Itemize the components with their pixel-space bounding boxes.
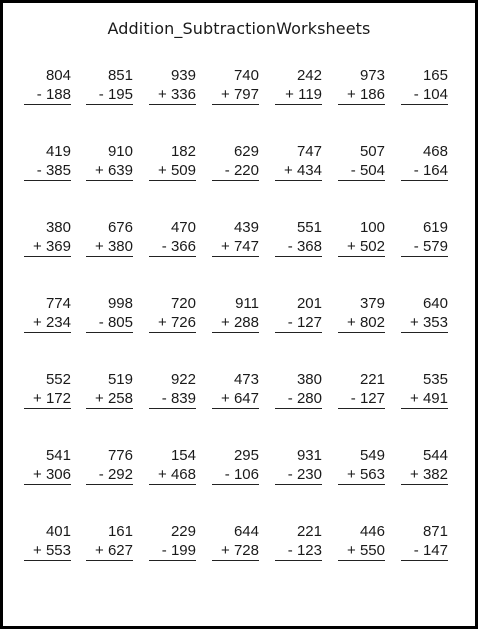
problem-operator-operand: + 802: [338, 313, 385, 333]
problem-operator-operand: - 106: [212, 465, 259, 485]
problem-top-number: 871: [422, 523, 448, 540]
problem-top-number: 182: [170, 143, 196, 160]
problem-operator-operand: - 123: [275, 541, 322, 561]
arithmetic-problem: [24, 294, 71, 333]
problem-top-number: 473: [233, 371, 259, 388]
problem-operator-operand: - 127: [275, 313, 322, 333]
problem-top-number: 910: [107, 143, 133, 160]
problem-top-number: 720: [170, 295, 196, 312]
arithmetic-problem: [149, 294, 196, 333]
arithmetic-problem: [86, 294, 133, 333]
problem-operator-operand: + 509: [149, 161, 196, 181]
problem-operator-operand: + 172: [24, 389, 71, 409]
arithmetic-problem: [338, 294, 385, 333]
worksheet-title: Addition_SubtractionWorksheets: [107, 19, 371, 38]
problem-top-number: 747: [296, 143, 322, 160]
problem-top-number: 804: [45, 67, 71, 84]
problem-top-number: 776: [107, 447, 133, 464]
arithmetic-problem: [338, 370, 385, 409]
problem-operator-operand: - 230: [275, 465, 322, 485]
problem-top-number: 242: [296, 67, 322, 84]
problem-top-number: 931: [296, 447, 322, 464]
problem-operator-operand: + 550: [338, 541, 385, 561]
problem-operator-operand: - 839: [149, 389, 196, 409]
arithmetic-problem: [212, 66, 259, 105]
problem-top-number: 544: [422, 447, 448, 464]
problem-top-number: 774: [45, 295, 71, 312]
arithmetic-problem: [24, 218, 71, 257]
arithmetic-problem: [24, 522, 71, 561]
arithmetic-problem: [275, 218, 322, 257]
problem-top-number: 911: [235, 295, 259, 312]
arithmetic-problem: [86, 142, 133, 181]
arithmetic-problem: [338, 446, 385, 485]
problem-operator-operand: + 258: [86, 389, 133, 409]
problem-top-number: 640: [422, 295, 448, 312]
arithmetic-problem: [86, 522, 133, 561]
problem-operator-operand: + 336: [149, 85, 196, 105]
problem-top-number: 446: [359, 523, 385, 540]
problem-operator-operand: - 805: [86, 313, 133, 333]
arithmetic-problem: [275, 522, 322, 561]
problem-operator-operand: + 747: [212, 237, 259, 257]
problem-operator-operand: + 639: [86, 161, 133, 181]
arithmetic-problem: [212, 142, 259, 181]
problem-operator-operand: + 797: [212, 85, 259, 105]
arithmetic-problem: [275, 370, 322, 409]
problem-operator-operand: + 434: [275, 161, 322, 181]
problem-operator-operand: - 188: [24, 85, 71, 105]
problem-operator-operand: - 199: [149, 541, 196, 561]
arithmetic-problem: [275, 66, 322, 105]
problem-top-number: 221: [359, 371, 385, 388]
arithmetic-problem: [338, 142, 385, 181]
problem-top-number: 519: [107, 371, 133, 388]
problem-top-number: 468: [422, 143, 448, 160]
problem-top-number: 541: [45, 447, 71, 464]
problem-top-number: 939: [170, 67, 196, 84]
arithmetic-problem: [275, 142, 322, 181]
problem-top-number: 619: [422, 219, 448, 236]
arithmetic-problem: [212, 218, 259, 257]
problem-operator-operand: + 468: [149, 465, 196, 485]
problem-operator-operand: + 726: [149, 313, 196, 333]
problem-top-number: 922: [170, 371, 196, 388]
problem-operator-operand: + 234: [24, 313, 71, 333]
arithmetic-problem: [401, 294, 448, 333]
problem-top-number: 380: [45, 219, 71, 236]
problem-operator-operand: - 385: [24, 161, 71, 181]
problem-top-number: 201: [296, 295, 322, 312]
problem-top-number: 295: [233, 447, 259, 464]
problem-top-number: 419: [45, 143, 71, 160]
arithmetic-problem: [86, 446, 133, 485]
problem-top-number: 379: [359, 295, 385, 312]
arithmetic-problem: [24, 142, 71, 181]
problem-top-number: 552: [45, 371, 71, 388]
arithmetic-problem: [401, 522, 448, 561]
arithmetic-problem: [86, 66, 133, 105]
problem-operator-operand: - 220: [212, 161, 259, 181]
problem-grid: [3, 3, 475, 626]
arithmetic-problem: [86, 218, 133, 257]
problem-operator-operand: + 728: [212, 541, 259, 561]
problem-operator-operand: + 288: [212, 313, 259, 333]
arithmetic-problem: [338, 218, 385, 257]
arithmetic-problem: [149, 142, 196, 181]
problem-operator-operand: - 127: [338, 389, 385, 409]
problem-top-number: 549: [359, 447, 385, 464]
problem-top-number: 740: [233, 67, 259, 84]
problem-top-number: 507: [359, 143, 385, 160]
problem-top-number: 676: [107, 219, 133, 236]
arithmetic-problem: [275, 294, 322, 333]
arithmetic-problem: [149, 446, 196, 485]
problem-operator-operand: + 647: [212, 389, 259, 409]
problem-operator-operand: + 369: [24, 237, 71, 257]
problem-top-number: 401: [45, 523, 71, 540]
arithmetic-problem: [149, 522, 196, 561]
problem-operator-operand: - 164: [401, 161, 448, 181]
problem-top-number: 998: [107, 295, 133, 312]
arithmetic-problem: [338, 522, 385, 561]
problem-operator-operand: - 368: [275, 237, 322, 257]
problem-operator-operand: + 553: [24, 541, 71, 561]
problem-operator-operand: - 104: [401, 85, 448, 105]
worksheet-page: [3, 3, 475, 626]
problem-top-number: 100: [359, 219, 385, 236]
problem-top-number: 229: [170, 523, 196, 540]
arithmetic-problem: [401, 142, 448, 181]
problem-operator-operand: - 366: [149, 237, 196, 257]
arithmetic-problem: [149, 370, 196, 409]
arithmetic-problem: [24, 446, 71, 485]
problem-operator-operand: + 627: [86, 541, 133, 561]
arithmetic-problem: [149, 66, 196, 105]
arithmetic-problem: [401, 370, 448, 409]
problem-operator-operand: - 504: [338, 161, 385, 181]
problem-operator-operand: + 380: [86, 237, 133, 257]
problem-operator-operand: - 195: [86, 85, 133, 105]
problem-top-number: 644: [233, 523, 259, 540]
problem-top-number: 165: [422, 67, 448, 84]
arithmetic-problem: [24, 370, 71, 409]
problem-operator-operand: - 147: [401, 541, 448, 561]
arithmetic-problem: [401, 66, 448, 105]
problem-operator-operand: - 292: [86, 465, 133, 485]
arithmetic-problem: [212, 446, 259, 485]
arithmetic-problem: [401, 218, 448, 257]
arithmetic-problem: [401, 446, 448, 485]
problem-top-number: 221: [296, 523, 322, 540]
problem-top-number: 439: [233, 219, 259, 236]
problem-top-number: 551: [296, 219, 322, 236]
problem-operator-operand: + 563: [338, 465, 385, 485]
problem-operator-operand: + 382: [401, 465, 448, 485]
problem-operator-operand: + 186: [338, 85, 385, 105]
arithmetic-problem: [338, 66, 385, 105]
problem-top-number: 851: [107, 67, 133, 84]
arithmetic-problem: [212, 370, 259, 409]
problem-operator-operand: + 353: [401, 313, 448, 333]
arithmetic-problem: [212, 294, 259, 333]
problem-top-number: 470: [170, 219, 196, 236]
problem-operator-operand: + 119: [275, 85, 322, 105]
problem-top-number: 535: [422, 371, 448, 388]
problem-operator-operand: - 579: [401, 237, 448, 257]
arithmetic-problem: [24, 66, 71, 105]
problem-top-number: 161: [107, 523, 133, 540]
problem-operator-operand: - 280: [275, 389, 322, 409]
problem-top-number: 629: [233, 143, 259, 160]
problem-operator-operand: + 306: [24, 465, 71, 485]
arithmetic-problem: [212, 522, 259, 561]
problem-operator-operand: + 491: [401, 389, 448, 409]
arithmetic-problem: [86, 370, 133, 409]
problem-top-number: 380: [296, 371, 322, 388]
problem-top-number: 154: [170, 447, 196, 464]
arithmetic-problem: [149, 218, 196, 257]
problem-top-number: 973: [359, 67, 385, 84]
problem-operator-operand: + 502: [338, 237, 385, 257]
arithmetic-problem: [275, 446, 322, 485]
